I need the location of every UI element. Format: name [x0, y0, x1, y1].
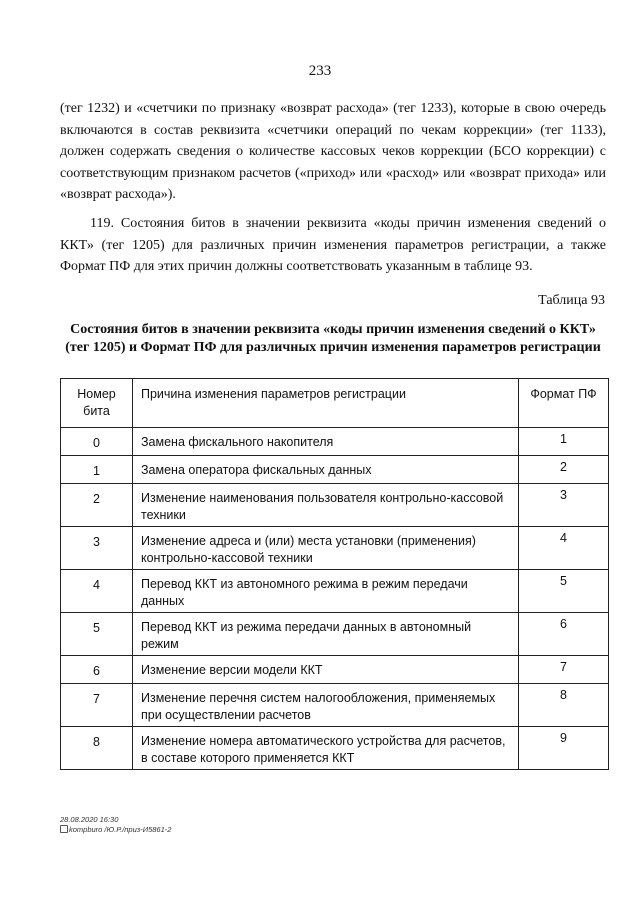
- cell-format: 7: [519, 656, 609, 684]
- cell-reason: Изменение версии модели ККТ: [133, 656, 519, 684]
- table-row: [61, 456, 609, 484]
- cell-format: 6: [519, 613, 609, 656]
- table-caption: Таблица 93: [538, 293, 605, 308]
- paragraph-119: 119. Состояния битов в значении реквизита «коды причин изменения сведений о ККТ» (тег 1205) для различных причин изменения параметров регистрации, а также Формат ПФ для этих причин должны соответствовать указанным в таблице 93.: [60, 216, 606, 274]
- table-row: [61, 484, 609, 527]
- cell-reason: Изменение перечня систем налогообложения, применяемых при осуществлении расчетов: [133, 684, 519, 727]
- cell-format: 9: [519, 727, 609, 770]
- cell-format: 5: [519, 570, 609, 613]
- cell-format: 1: [519, 428, 609, 456]
- table-row: [61, 727, 609, 770]
- cell-bit: 0: [61, 428, 133, 456]
- cell-format: 2: [519, 456, 609, 484]
- cell-bit: 5: [61, 613, 133, 656]
- cell-reason: Замена оператора фискальных данных: [133, 456, 519, 484]
- document-icon: [60, 825, 68, 833]
- header-bit-number: Номер бита: [61, 379, 133, 428]
- cell-bit: 8: [61, 727, 133, 770]
- cell-bit: 3: [61, 527, 133, 570]
- header-reason: Причина изменения параметров регистрации: [133, 379, 519, 428]
- cell-format: 3: [519, 484, 609, 527]
- cell-bit: 1: [61, 456, 133, 484]
- footer-timestamp: 28.08.2020 16:30: [60, 815, 119, 824]
- cell-reason: Перевод ККТ из режима передачи данных в автономный режим: [133, 613, 519, 656]
- cell-format: 4: [519, 527, 609, 570]
- table-header-row: [61, 379, 609, 428]
- footer-reference-text: kompburo /Ю.Р./приз-И5861-2: [69, 825, 172, 834]
- table-row: [61, 656, 609, 684]
- table-row: [61, 527, 609, 570]
- cell-reason: Перевод ККТ из автономного режима в режим передачи данных: [133, 570, 519, 613]
- table-title: Состояния битов в значении реквизита «коды причин изменения сведений о ККТ» (тег 1205) и Формат ПФ для различных причин изменения параметров регистрации: [65, 322, 601, 355]
- table-row: [61, 684, 609, 727]
- cell-reason: Изменение наименования пользователя контрольно-кассовой техники: [133, 484, 519, 527]
- header-format: Формат ПФ: [519, 379, 609, 428]
- footer-reference: [60, 825, 171, 835]
- cell-reason: Замена фискального накопителя: [133, 428, 519, 456]
- document-footer: [60, 815, 171, 835]
- cell-format: 8: [519, 684, 609, 727]
- table-row: [61, 570, 609, 613]
- cell-reason: Изменение адреса и (или) места установки (применения) контрольно-кассовой техники: [133, 527, 519, 570]
- cell-reason: Изменение номера автоматического устройства для расчетов, в составе которого применяется ККТ: [133, 727, 519, 770]
- paragraph-continuation: (тег 1232) и «счетчики по признаку «возврат расхода» (тег 1233), которые в свою очередь включаются в состав реквизита «счетчики операций по чекам коррекции» (тег 1133), должен содержать сведения о количестве кассовых чеков коррекции (БСО коррекции) с соответствующим признаком расчетов («приход» или «расход» или «возврат прихода» или «возврат расхода»).: [60, 101, 606, 202]
- cell-bit: 6: [61, 656, 133, 684]
- table-row: [61, 613, 609, 656]
- cell-bit: 2: [61, 484, 133, 527]
- bit-states-table: [60, 378, 609, 770]
- page-number: 233: [308, 63, 332, 79]
- cell-bit: 7: [61, 684, 133, 727]
- table-row: [61, 428, 609, 456]
- cell-bit: 4: [61, 570, 133, 613]
